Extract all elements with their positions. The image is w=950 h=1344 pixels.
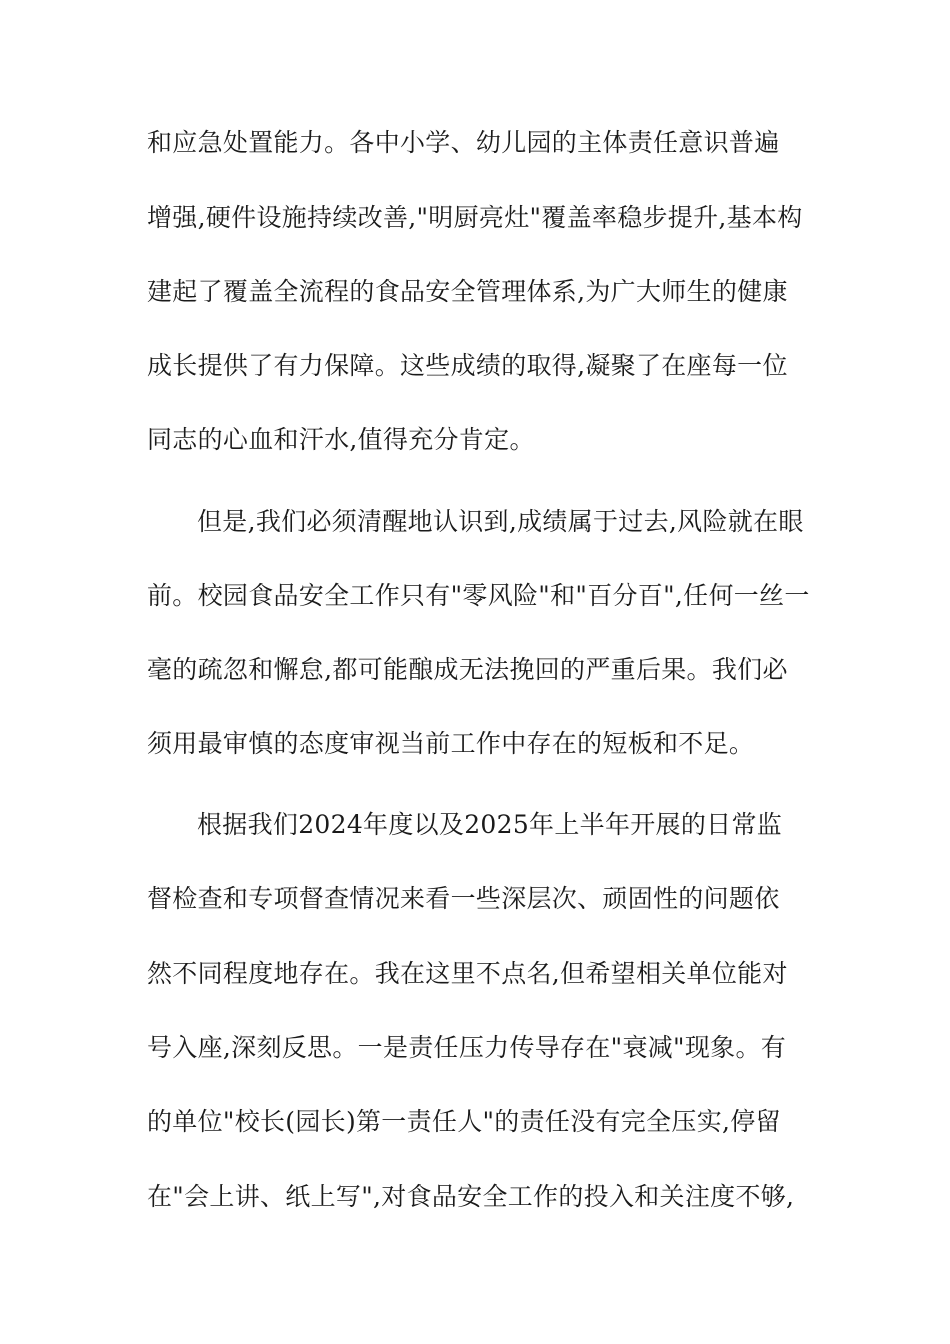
text-line: 须用最审慎的态度审视当前工作中存在的短板和不足。 (147, 729, 755, 758)
text-line: 同志的心血和汗水,值得充分肯定。 (147, 425, 535, 454)
paragraph-start-line: 但是,我们必须清醒地认识到,成绩属于过去,风险就在眼 (197, 507, 804, 536)
paragraph-start-line: 根据我们2024年度以及2025年上半年开展的日常监 (197, 810, 783, 839)
text-line: 毫的疏忽和懈怠,都可能酿成无法挽回的严重后果。我们必 (147, 655, 788, 684)
text-line: 督检查和专项督查情况来看一些深层次、顽固性的问题依 (147, 884, 780, 913)
text-line: 成长提供了有力保障。这些成绩的取得,凝聚了在座每一位 (147, 351, 788, 380)
text-line: 的单位"校长(园长)第一责任人"的责任没有完全压实,停留 (147, 1107, 781, 1136)
text-line: 增强,硬件设施持续改善,"明厨亮灶"覆盖率稳步提升,基本构 (147, 203, 803, 232)
text-line: 在"会上讲、纸上写",对食品安全工作的投入和关注度不够, (147, 1182, 795, 1211)
text-line: 和应急处置能力。各中小学、幼儿园的主体责任意识普遍 (147, 128, 780, 157)
text-line: 号入座,深刻反思。一是责任压力传导存在"衰减"现象。有 (147, 1033, 787, 1062)
text-line: 建起了覆盖全流程的食品安全管理体系,为广大师生的健康 (147, 277, 788, 306)
text-line: 然不同程度地存在。我在这里不点名,但希望相关单位能对 (147, 959, 788, 988)
text-line: 前。校园食品安全工作只有"零风险"和"百分百",任何一丝一 (147, 581, 810, 610)
